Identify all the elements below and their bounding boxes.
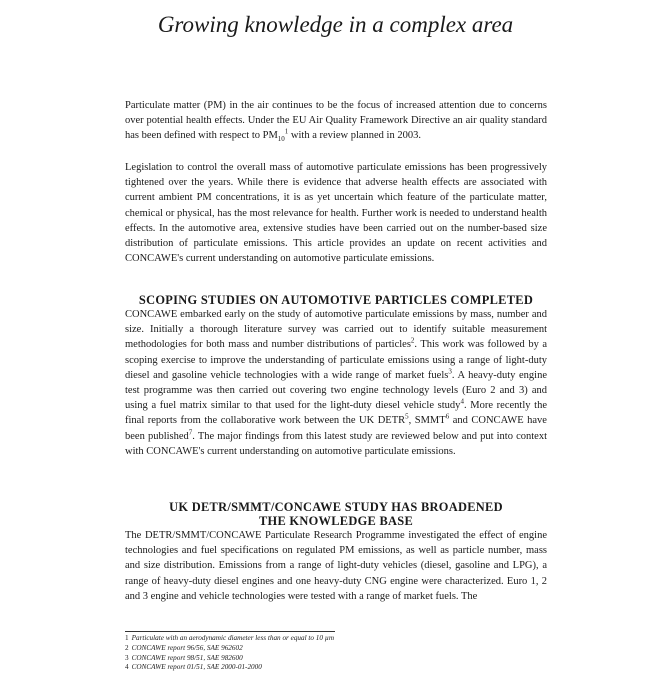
footnote-ref-2: 2 xyxy=(410,336,415,345)
footnote-ref-7: 7 xyxy=(188,428,193,437)
section-scoping-studies xyxy=(125,293,547,459)
section-body: The DETR/SMMT/CONCAWE Particulate Research Programme investigated the effect of engine technologies and fuel specifications on regulated PM emissions, as well as particle number, mass and size distribution. Emissions from a range of light-duty vehicles (diesel, gasoline and LPG), a range of heavy-duty diesel engines and one heavy-duty CNG engine were characterized. Euro 1, 2 and 3 engine and vehicle technologies were tested with a range of market fuels. The xyxy=(125,530,547,602)
section-heading: SCOPING STUDIES ON AUTOMOTIVE PARTICLES COMPLETED xyxy=(138,293,534,307)
intro-text: Particulate matter (PM) in the air continues to be the focus of increased attention due to concerns over potential health effects. Under the EU Air Quality Framework Directive an air quality standard has been defined with respect to PM xyxy=(125,100,547,142)
footnote-ref-1: 1 xyxy=(284,127,289,136)
section-body: CONCAWE embarked early on the study of automotive particulate emissions by mass, number and size. Initially a thorough literature survey was carried out to identify suitable measurement methodologies for both mass and number distributions of particles$^2$. This work was followed by a scoping exercise to improve the understanding of particulate emissions using a range of light-duty diesel and gasoline vehicle technologies with a wide range of market fuels$^3$. A heavy-duty engine test programme was then carried out covering two engine technology levels (Euro 2 and 3) and using a fuel matrix similar to that used for the light-duty diesel vehicle study$^4$. More recently the final reports from the collaborative work between the UK DETR$^5$, SMMT$^6$ and CONCAWE have been published$^7$. The major findings from this latest study are reviewed below and put into context with CONCAWE's current understanding on automotive particulate emissions. xyxy=(125,309,548,457)
footnote-ref-3: 3 xyxy=(448,367,452,376)
intro-paragraph-1 xyxy=(125,98,547,144)
pm-subscript: 10 xyxy=(277,135,285,144)
footnote-item: 4 CONCAWE report 01/51, SAE 2000-01-2000 xyxy=(125,663,262,672)
page-title: Growing knowledge in a complex area xyxy=(157,12,514,37)
footnote-item: 3 CONCAWE report 98/51, SAE 982600 xyxy=(125,653,243,662)
intro-text-end: with a review planned in 2003. xyxy=(288,130,421,142)
footnote-ref-4: 4 xyxy=(460,397,464,406)
footnote-divider xyxy=(125,631,335,632)
footnote-ref-5: 5 xyxy=(405,412,409,421)
section-heading-line-1: UK DETR/SMMT/CONCAWE STUDY HAS BROADENED xyxy=(169,500,503,514)
footnote-ref-6: 6 xyxy=(445,412,450,421)
footnote-item: 2 CONCAWE report 96/56, SAE 962602 xyxy=(125,643,243,652)
footnote-item: 1 Particulate with an aerodynamic diameter less than or equal to 10 µm xyxy=(125,634,335,642)
section-heading-line-2: THE KNOWLEDGE BASE xyxy=(258,514,414,528)
footnotes xyxy=(125,634,545,673)
section-uk-study xyxy=(125,500,547,604)
intro-paragraph-2: Legislation to control the overall mass of automotive particulate emissions has been progressively tightened over the years. While there is evidence that adverse health effects are associated with current ambient PM concentrations, it is as yet uncertain which feature of the particulate matter, chemical or physical, has the most relevance for health. Further work is needed to understand health effects. In the automotive area, extensive studies have been carried out on the number-based size distribution of particulate emissions. This article provides an update on recent activities and CONCAWE's current understanding on automotive particulate emissions. xyxy=(125,162,547,265)
